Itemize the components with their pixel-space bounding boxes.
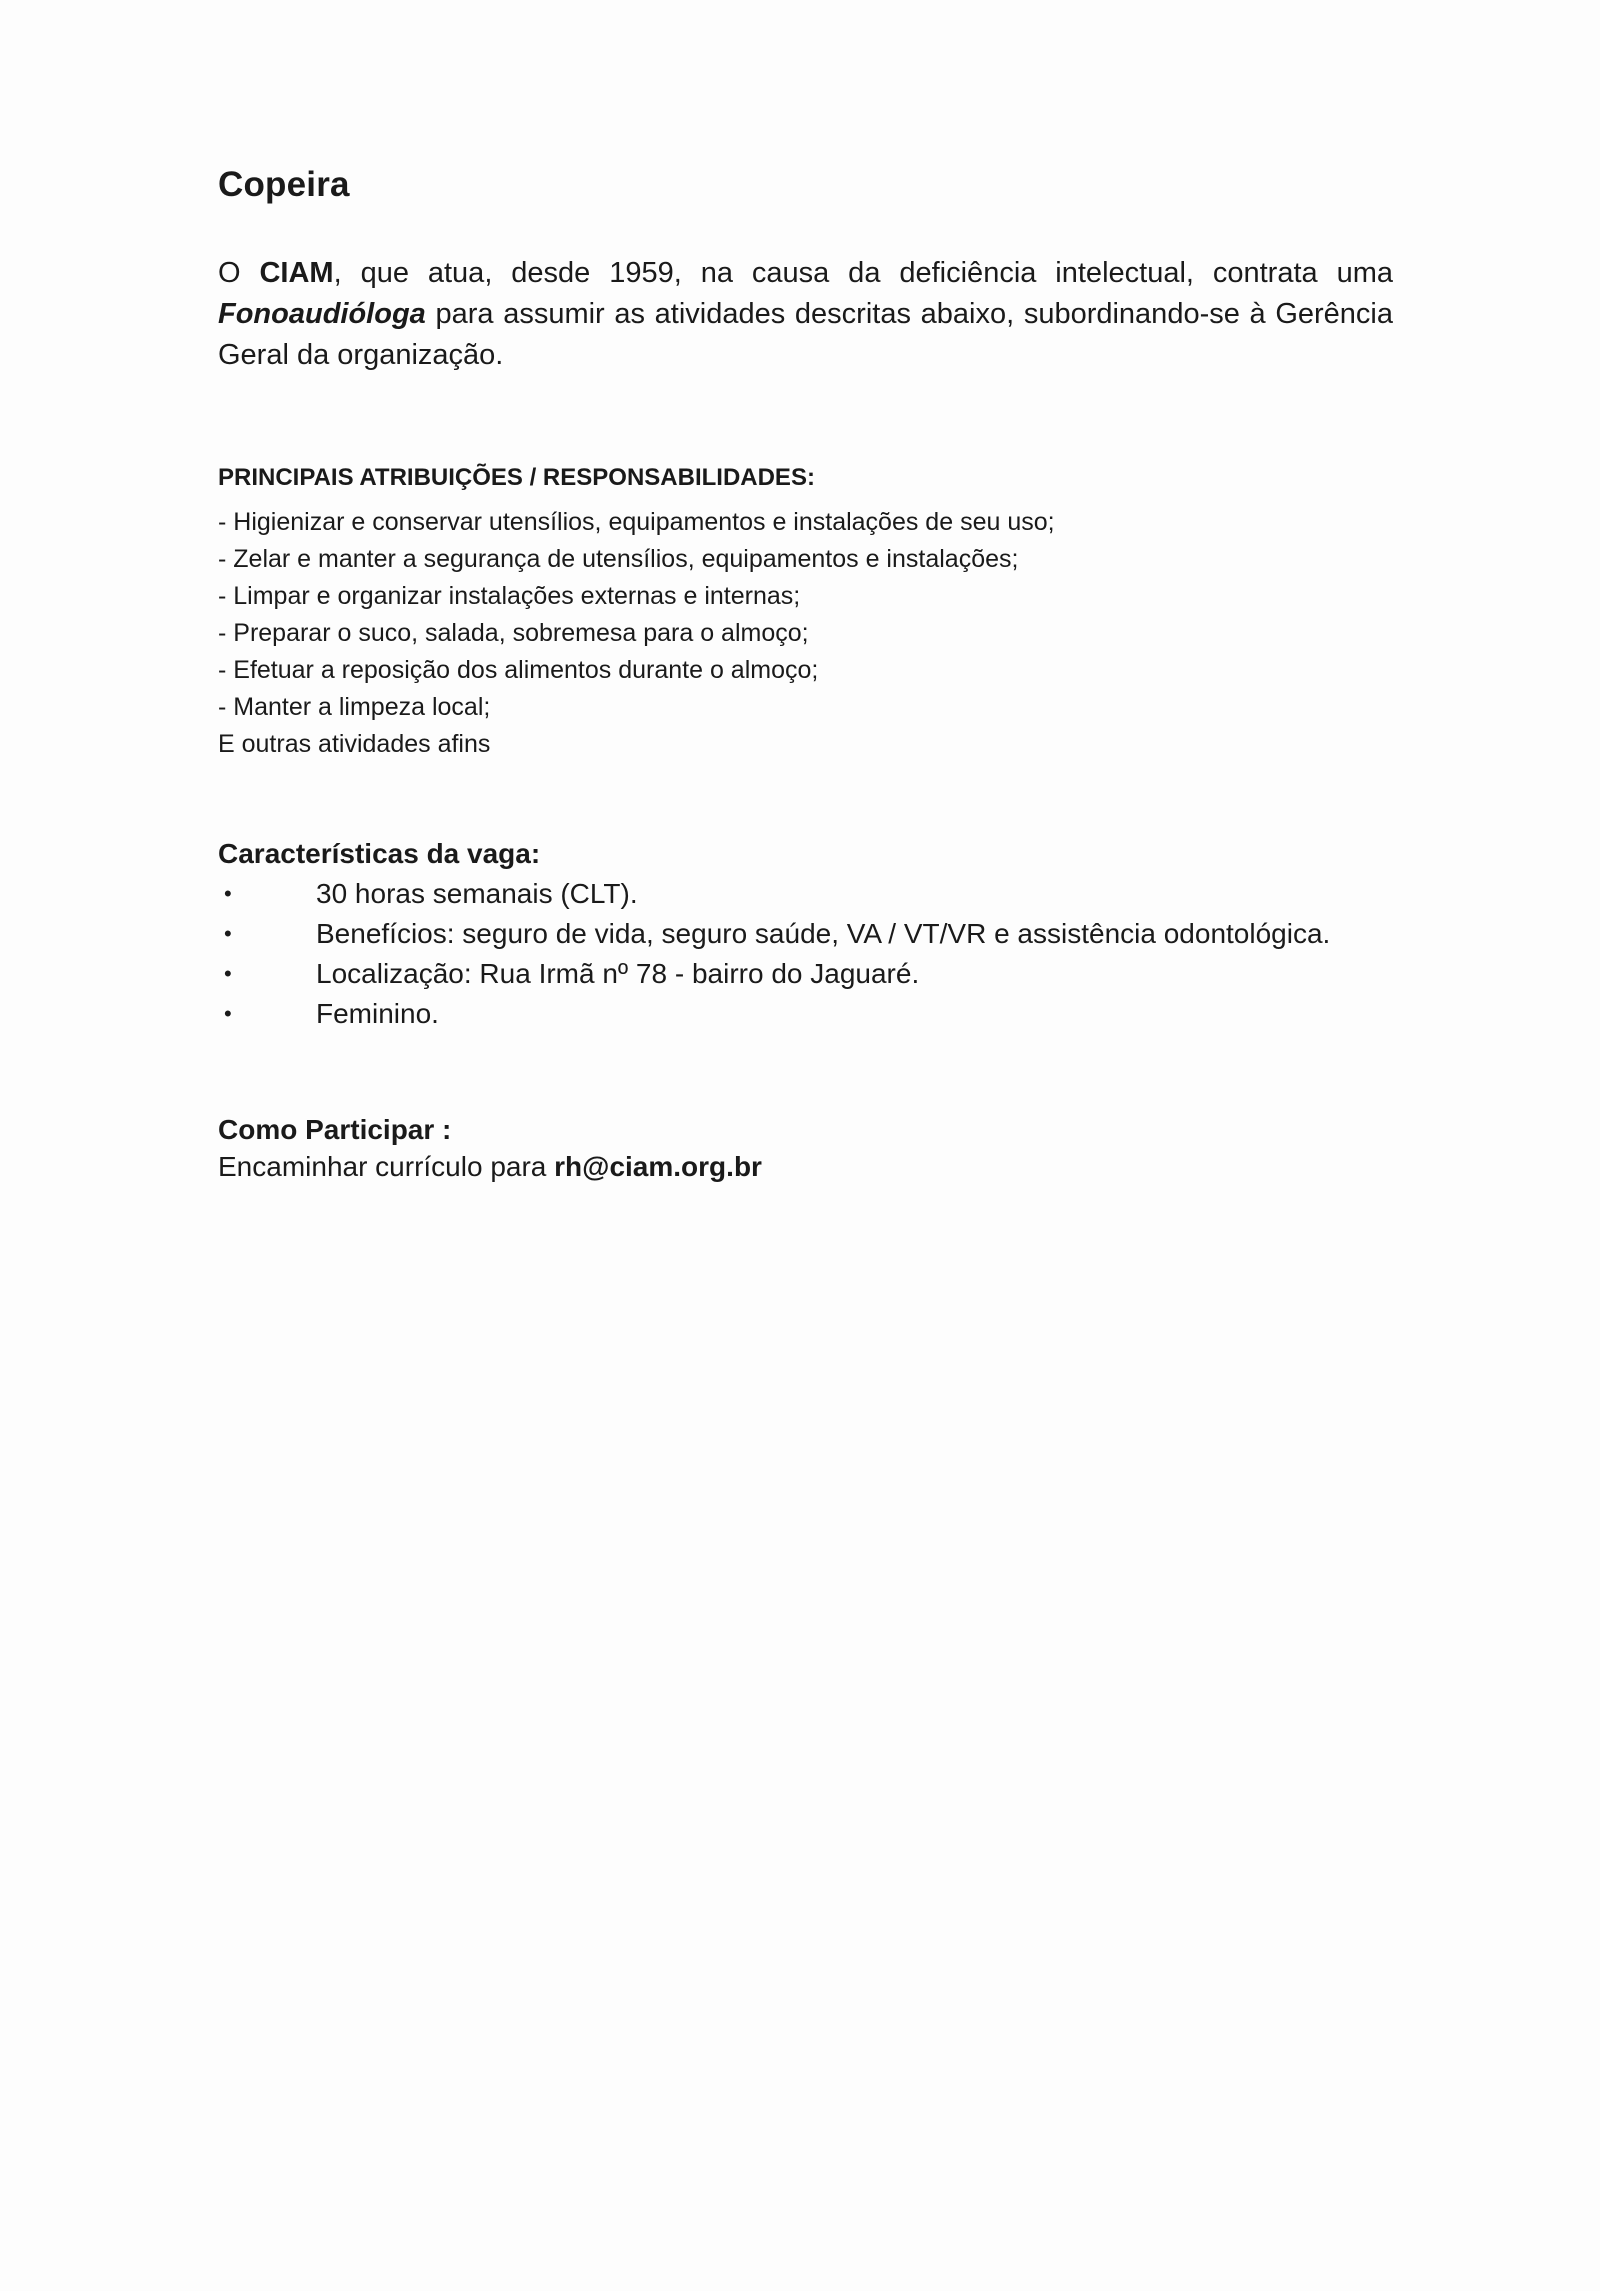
participar-instruction: Encaminhar currículo para bbox=[218, 1151, 555, 1182]
intro-prefix: O bbox=[218, 257, 260, 289]
list-item: - Efetuar a reposição dos alimentos durante o almoço; bbox=[218, 656, 819, 684]
vaga-item-text: Benefícios: seguro de vida, seguro saúde, VA / VT/VR e assistência odontológica. bbox=[316, 918, 1331, 949]
bullet-icon: • bbox=[224, 921, 232, 946]
list-item: - Zelar e manter a segurança de utensílios, equipamentos e instalações; bbox=[218, 545, 1019, 573]
intro-org: CIAM bbox=[259, 257, 334, 289]
document-content bbox=[218, 165, 1393, 1186]
bullet-icon: • bbox=[224, 961, 232, 986]
responsibilities-extra: E outras atividades afins bbox=[218, 730, 491, 758]
vaga-list bbox=[218, 874, 1393, 1034]
participar-heading: Como Participar : bbox=[218, 1114, 452, 1145]
list-item: - Limpar e organizar instalações externas e internas; bbox=[218, 582, 801, 610]
bullet-icon: • bbox=[224, 881, 232, 906]
vaga-section bbox=[218, 838, 1393, 1034]
intro-suffix: para assumir as atividades descritas abaixo, subordinando-se à Gerência Geral da organização. bbox=[218, 298, 1393, 371]
responsibilities-section bbox=[218, 464, 1393, 763]
vaga-item-text: Feminino. bbox=[316, 998, 439, 1029]
list-item bbox=[218, 954, 1393, 994]
contact-email[interactable]: rh@ciam.org.br bbox=[554, 1151, 762, 1182]
responsibilities-list bbox=[218, 504, 1393, 726]
intro-middle: , que atua, desde 1959, na causa da deficiência intelectual, contrata uma bbox=[333, 257, 1393, 289]
job-title: Copeira bbox=[218, 165, 350, 204]
list-item bbox=[218, 994, 1393, 1034]
vaga-item-text: Localização: Rua Irmã nº 78 - bairro do Jaguaré. bbox=[316, 958, 920, 989]
list-item: - Preparar o suco, salada, sobremesa para o almoço; bbox=[218, 619, 809, 647]
vaga-item-text: 30 horas semanais (CLT). bbox=[316, 878, 638, 909]
list-item bbox=[218, 874, 1393, 914]
responsibilities-heading: PRINCIPAIS ATRIBUIÇÕES / RESPONSABILIDADES: bbox=[218, 464, 815, 491]
list-item: - Higienizar e conservar utensílios, equipamentos e instalações de seu uso; bbox=[218, 508, 1055, 536]
bullet-icon: • bbox=[224, 1001, 232, 1026]
intro-role: Fonoaudióloga bbox=[218, 298, 426, 330]
list-item bbox=[218, 914, 1393, 954]
intro-paragraph bbox=[218, 253, 1393, 376]
participar-text bbox=[218, 1148, 1393, 1186]
list-item: - Manter a limpeza local; bbox=[218, 693, 491, 721]
participar-section bbox=[218, 1114, 1393, 1186]
vaga-heading: Características da vaga: bbox=[218, 838, 541, 869]
